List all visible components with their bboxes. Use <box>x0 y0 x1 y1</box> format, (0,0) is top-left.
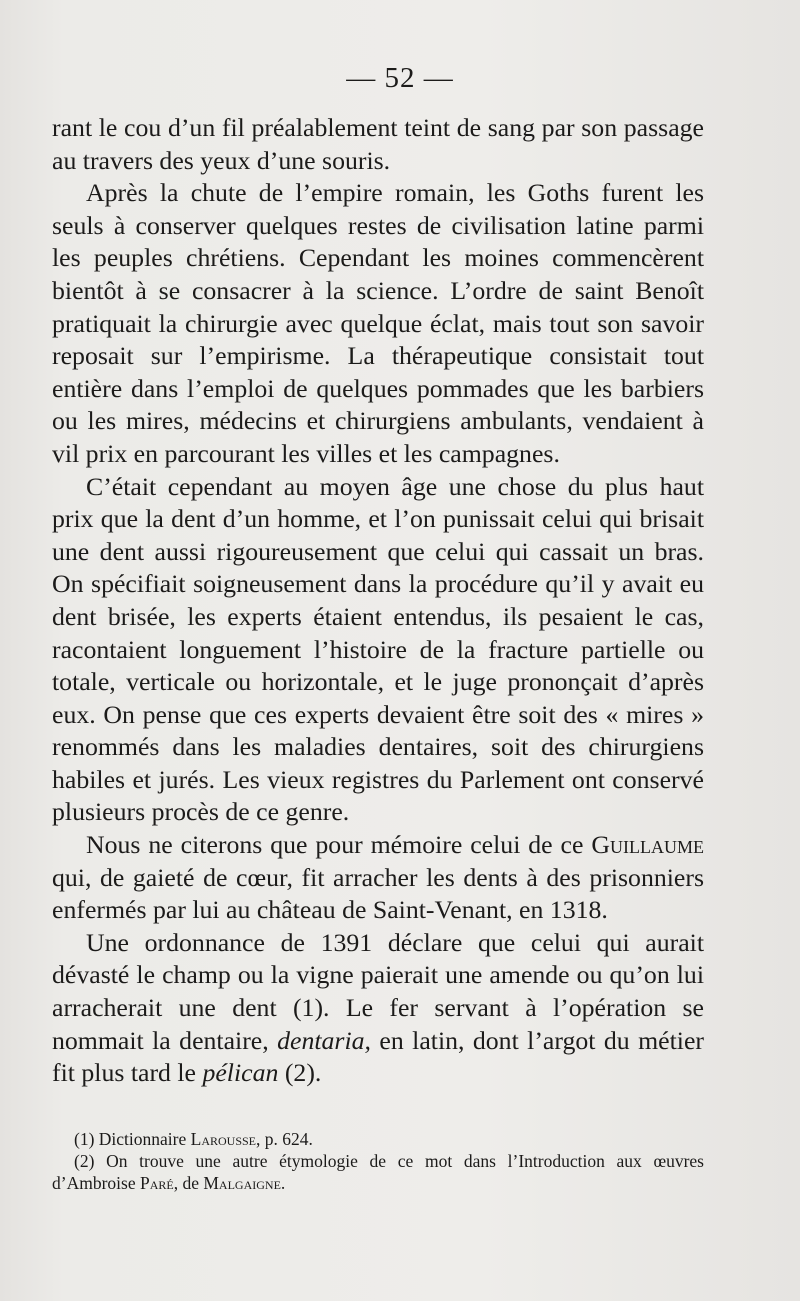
footnote-1 <box>52 1128 704 1150</box>
text-segment: en latin, dont l’argot du métier fit plus tard le <box>52 1025 704 1088</box>
term-pelican: pélican <box>202 1058 279 1088</box>
footnote-text: (1) Dictionnaire <box>74 1129 191 1149</box>
person-name-guillaume: Guillaume <box>591 830 704 860</box>
footnote-text: , de <box>173 1173 204 1193</box>
author-pare: Paré <box>139 1173 174 1193</box>
paragraph-middle-ages-tooth: C’était cependant au moyen âge une chose du plus haut prix que la dent d’un homme, et l’on punissait celui qui brisait une dent aussi rigoureusement que celui qui cassait un bras. On spécifiait soigneusement dans la procédure qu’il y avait eu dent brisée, les experts étaient entendus, ils pesaient le cas, racontaient longuement l’histoire de la fracture partielle ou totale, verticale ou horizontale, et le juge prononçait d’après eux. On pense que ces experts devaient être soit des « mires » renommés dans les maladies dentaires, soit des chirurgiens habiles et jurés. Les vieux registres du Parlement ont conservé plusieurs procès de ce genre. <box>52 471 704 827</box>
author-larousse: Larousse <box>190 1129 256 1149</box>
body-text <box>52 112 704 1090</box>
paragraph-ordonnance <box>52 927 704 1090</box>
footnote-2 <box>52 1150 704 1194</box>
author-malgaigne: Malgaigne <box>203 1173 281 1193</box>
text-segment: (2). <box>278 1058 322 1088</box>
text-segment: qui, de gaieté de cœur, fit arracher les dents à des prisonniers enfermés par lui au château de Saint-Venant, en 1318. <box>52 862 704 925</box>
text-segment: Une ordonnance de 1391 déclare que celui qui aurait dévasté le champ ou la vigne paierait une amende ou qu’on lui arracherait une dent (1). Le fer servant à l’opération se nommait la dentaire, <box>52 927 704 1055</box>
footnote-text: . <box>280 1173 286 1193</box>
paragraph-guillaume <box>52 829 704 927</box>
paragraph-continuation: rant le cou d’un fil préalablement teint de sang par son passage au travers des yeux d’une souris. <box>52 113 704 175</box>
footnotes <box>52 1128 704 1194</box>
paragraph-roman-empire: Après la chute de l’empire romain, les Goths furent les seuls à conserver quelques restes de civilisation latine parmi les peuples chrétiens. Cependant les moines commencèrent bientôt à se consacrer à la science. L’ordre de saint Benoît pratiquait la chirurgie avec quelque éclat, mais tout son savoir reposait sur l’empirisme. La thérapeutique consistait tout entière dans l’emploi de quelques pommades que les barbiers ou les mires, médecins et chirurgiens ambulants, vendaient à vil prix en parcourant les villes et les campagnes. <box>52 178 704 468</box>
term-dentaria: dentaria, <box>277 1025 371 1055</box>
text-segment: Nous ne citerons que pour mémoire celui de ce <box>86 830 592 860</box>
footnote-text: (2) On trouve une autre étymologie de ce mot dans l’Introduction aux œuvres d’Ambroise <box>52 1151 704 1193</box>
page-number: — 52 — <box>346 62 454 94</box>
footnote-text: , p. 624. <box>256 1129 313 1149</box>
